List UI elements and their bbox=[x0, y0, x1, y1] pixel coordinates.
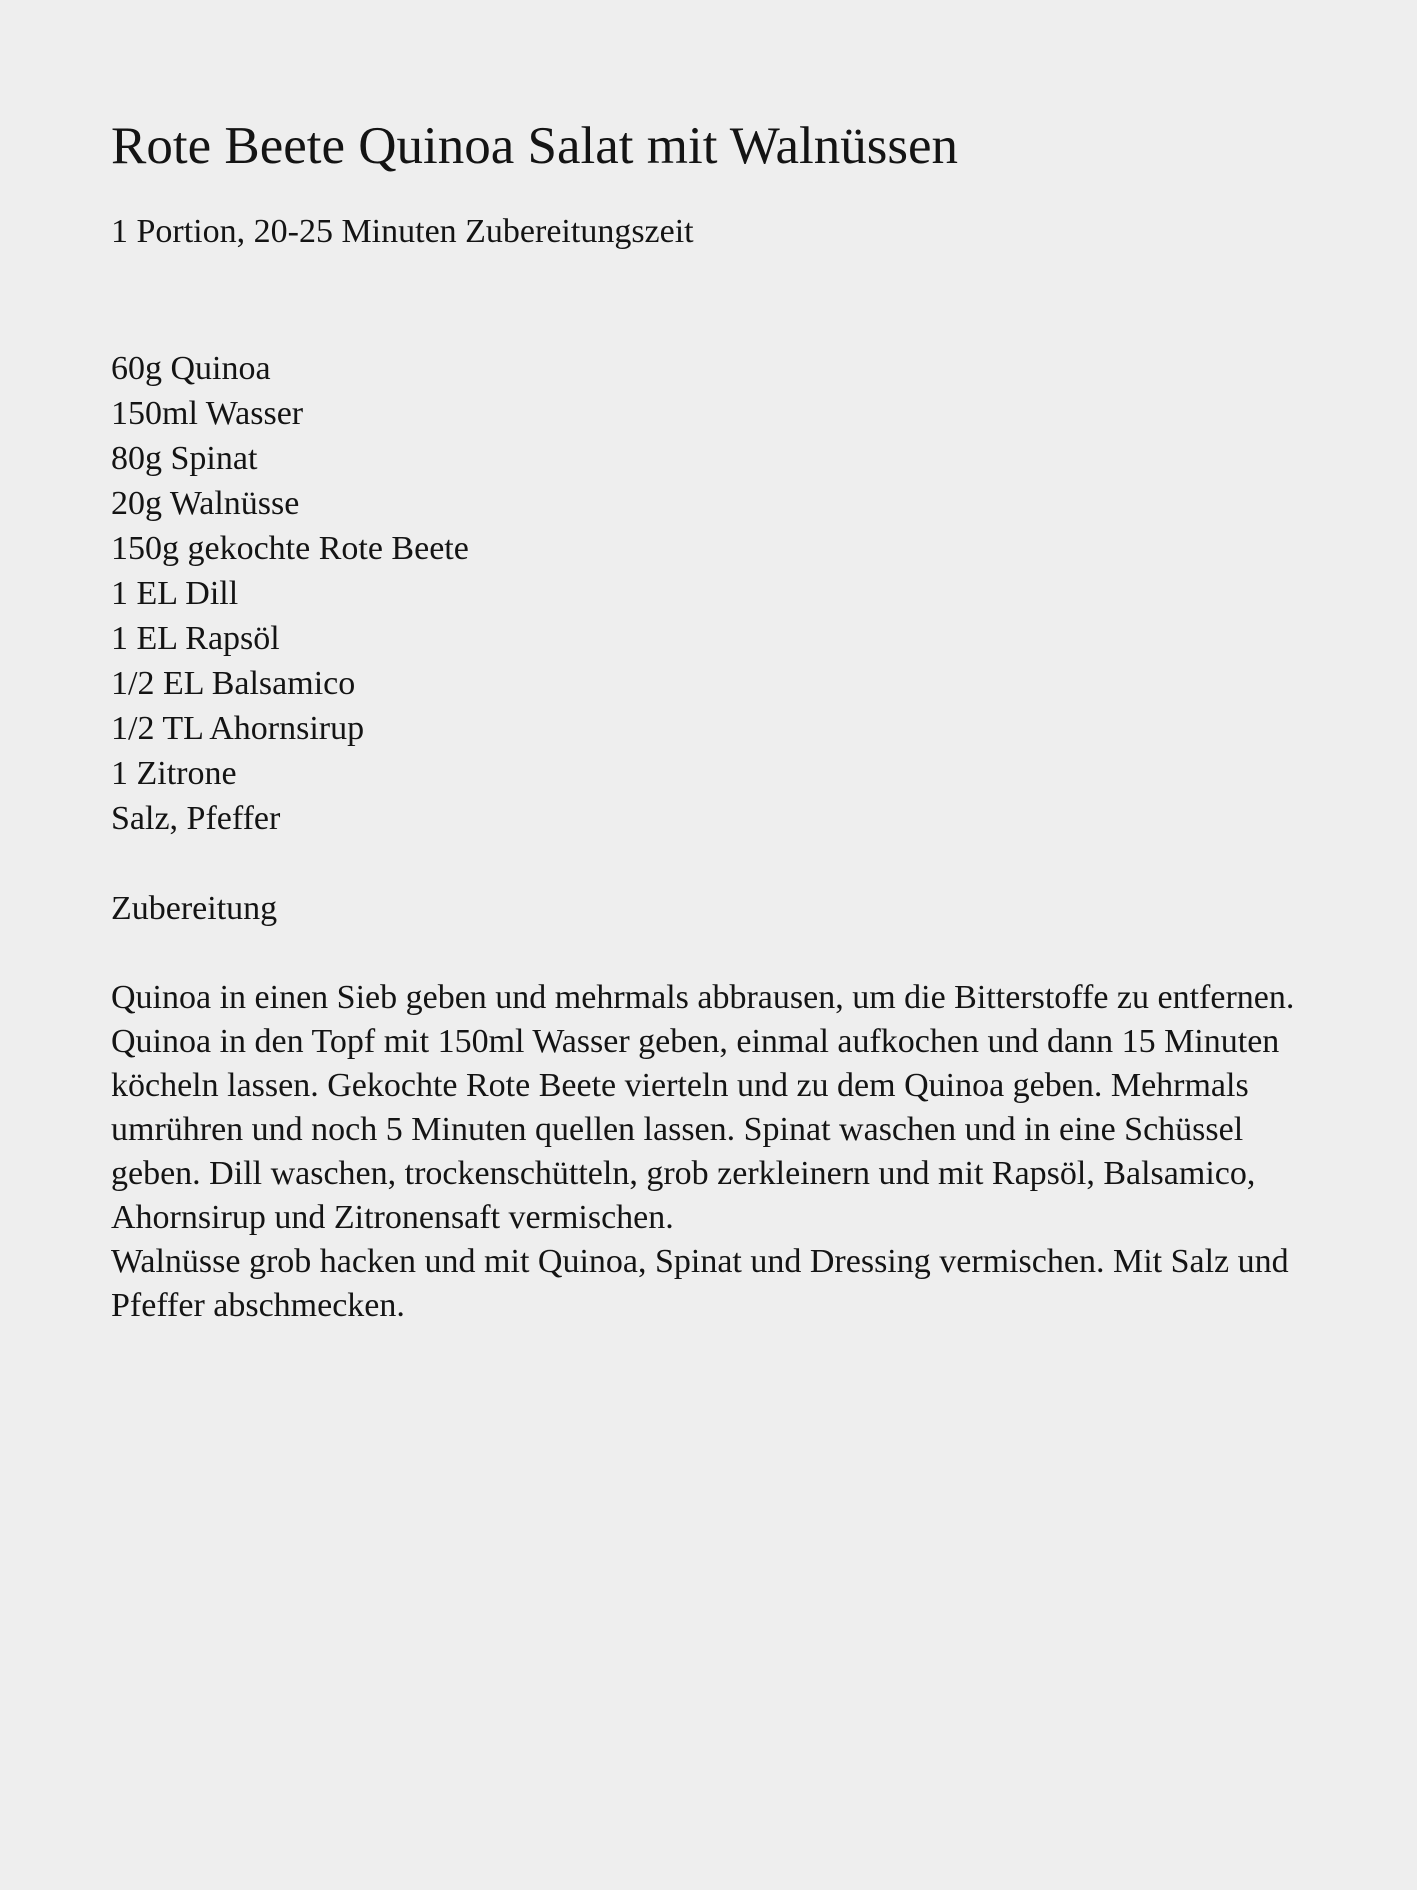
preparation-paragraph: Quinoa in einen Sieb geben und mehrmals abbrausen, um die Bitterstoffe zu entfernen. Quinoa in den Topf mit 150ml Wasser geben, einmal aufkochen und dann 15 Minuten köcheln lassen. Gekochte Rote Beete vierteln und zu dem Quinoa geben. Mehrmals umrühren und noch 5 Minuten quellen lassen. Spinat waschen und in eine Schüssel geben. Dill waschen, trockenschütteln, grob zerkleinern und mit Rapsöl, Balsamico, Ahornsirup und Zitronensaft vermischen. bbox=[111, 979, 1295, 1236]
ingredient-item: Salz, Pfeffer bbox=[111, 800, 281, 837]
recipe-subtitle: 1 Portion, 20-25 Minuten Zubereitungszeit bbox=[111, 213, 694, 250]
ingredient-item: 150ml Wasser bbox=[111, 395, 304, 432]
ingredient-item: 20g Walnüsse bbox=[111, 485, 300, 522]
ingredient-item: 150g gekochte Rote Beete bbox=[111, 530, 469, 567]
recipe-title: Rote Beete Quinoa Salat mit Walnüssen bbox=[111, 117, 959, 175]
recipe-document bbox=[111, 110, 1341, 1328]
ingredient-item: 1 EL Rapsöl bbox=[111, 620, 280, 657]
ingredient-item: 80g Spinat bbox=[111, 440, 258, 477]
ingredient-item: 1 Zitrone bbox=[111, 755, 237, 792]
preparation-heading: Zubereitung bbox=[111, 890, 278, 927]
ingredient-item: 1/2 EL Balsamico bbox=[111, 665, 356, 702]
preparation-paragraph: Walnüsse grob hacken und mit Quinoa, Spinat und Dressing vermischen. Mit Salz und Pfeffer abschmecken. bbox=[111, 1243, 1289, 1324]
ingredient-item: 1/2 TL Ahornsirup bbox=[111, 710, 365, 747]
ingredient-item: 1 EL Dill bbox=[111, 575, 239, 612]
ingredient-list bbox=[111, 346, 1341, 841]
preparation-instructions bbox=[111, 976, 1341, 1328]
ingredient-item: 60g Quinoa bbox=[111, 350, 271, 387]
